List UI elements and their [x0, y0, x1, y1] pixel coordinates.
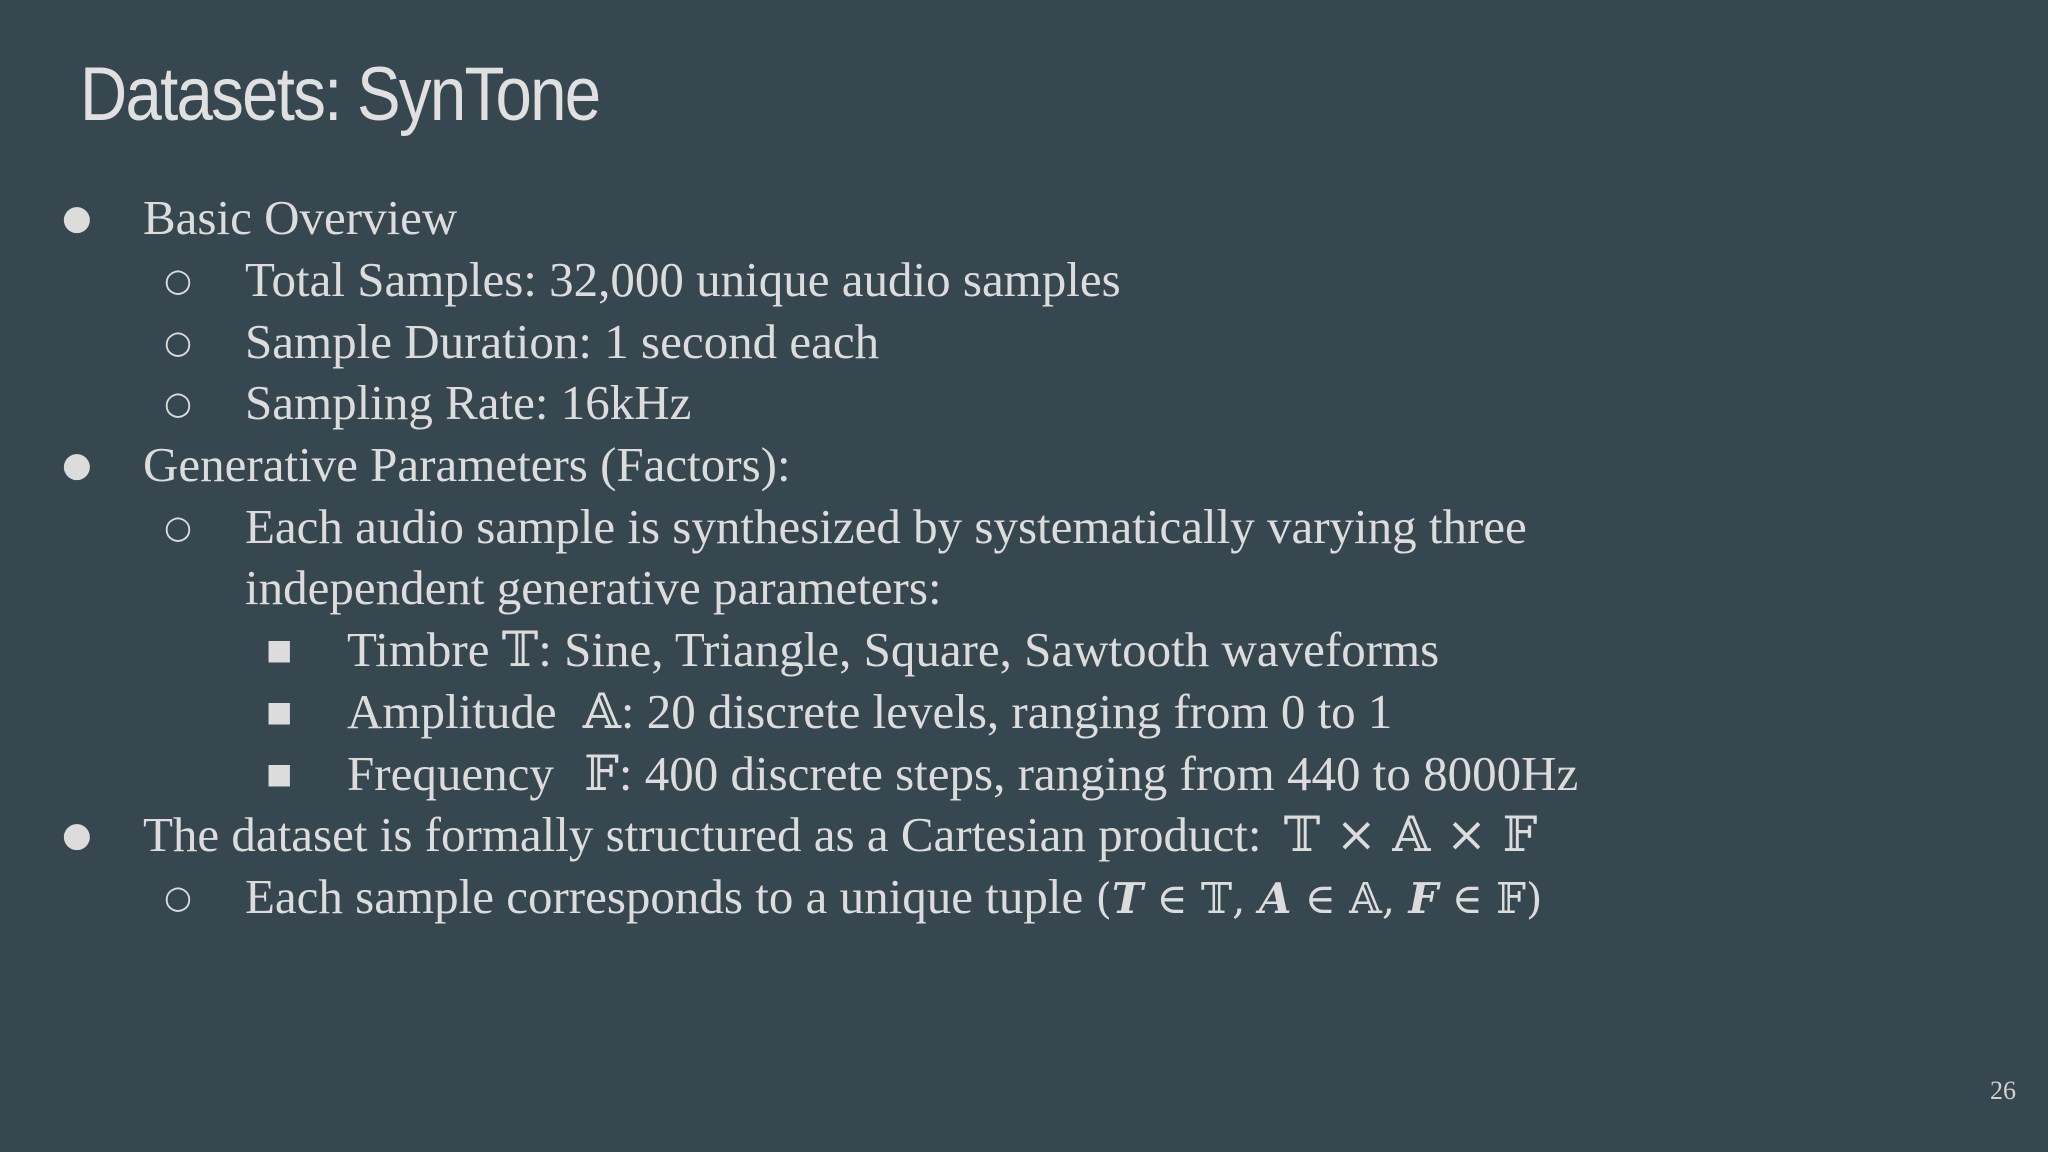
tuple-close: ) [1525, 874, 1543, 923]
amplitude-label: Amplitude [347, 684, 557, 739]
bullet-basic-overview: Basic Overview [143, 190, 458, 245]
bullet-level2-icon: ○ [164, 878, 192, 916]
amplitude-text: : 20 discrete levels, ranging from 0 to 1 [620, 684, 1393, 739]
bullet-tuple [245, 866, 1542, 930]
tuple-text: Each sample corresponds to a unique tuple [245, 869, 1084, 924]
bullet-each-audio-line2: independent generative parameters: [245, 560, 942, 615]
bullet-generative-parameters: Generative Parameters (Factors): [143, 437, 791, 492]
frequency-label: Frequency [347, 746, 554, 801]
tuple-open: ( [1095, 874, 1112, 923]
timbre-label: Timbre [347, 622, 490, 677]
frequency-text: : 400 discrete steps, ranging from 440 to 8000Hz [618, 746, 1579, 801]
bullet-total-samples: Total Samples: 32,000 unique audio samples [245, 252, 1121, 307]
tuple-in-3: ∈ 𝔽 [1438, 874, 1526, 923]
bullet-level3-icon: ■ [266, 757, 293, 790]
bullet-level1-icon: ● [62, 198, 92, 238]
bullet-level1-icon: ● [62, 445, 92, 485]
cartesian-math: 𝕋 × 𝔸 × 𝔽 [1283, 806, 1538, 863]
cartesian-text: The dataset is formally structured as a Cartesian product: [143, 807, 1262, 862]
bullet-level2-icon: ○ [164, 384, 192, 422]
bullet-timbre [347, 619, 1439, 681]
tuple-A: A [1258, 874, 1292, 923]
bullet-level1-icon: ● [62, 815, 92, 855]
bullet-cartesian-product [143, 804, 1537, 866]
frequency-symbol: 𝔽 [584, 745, 619, 802]
bullet-sample-duration: Sample Duration: 1 second each [245, 314, 880, 369]
amplitude-symbol: 𝔸 [582, 683, 621, 740]
slide-title: Datasets: SynTone [80, 52, 600, 137]
bullet-amplitude [347, 681, 1392, 743]
page-number: 26 [1990, 1076, 2016, 1105]
tuple-in-1: ∈ 𝕋, [1143, 874, 1259, 923]
bullet-sampling-rate: Sampling Rate: 16kHz [245, 375, 692, 430]
tuple-F: F [1408, 874, 1439, 923]
bullet-level3-icon: ■ [266, 695, 293, 728]
timbre-text: : Sine, Triangle, Square, Sawtooth waveforms [538, 622, 1440, 677]
tuple-math [1095, 874, 1542, 923]
bullet-level2-icon: ○ [164, 323, 192, 361]
bullet-level3-icon: ■ [266, 633, 293, 666]
tuple-T: T [1111, 874, 1144, 923]
bullet-frequency [347, 743, 1578, 805]
tuple-in-2: ∈ 𝔸, [1291, 874, 1409, 923]
bullet-level2-icon: ○ [164, 508, 192, 546]
bullet-level2-icon: ○ [164, 261, 192, 299]
timbre-symbol: 𝕋 [501, 621, 539, 678]
bullet-each-audio-line1: Each audio sample is synthesized by systematically varying three [245, 499, 1527, 554]
